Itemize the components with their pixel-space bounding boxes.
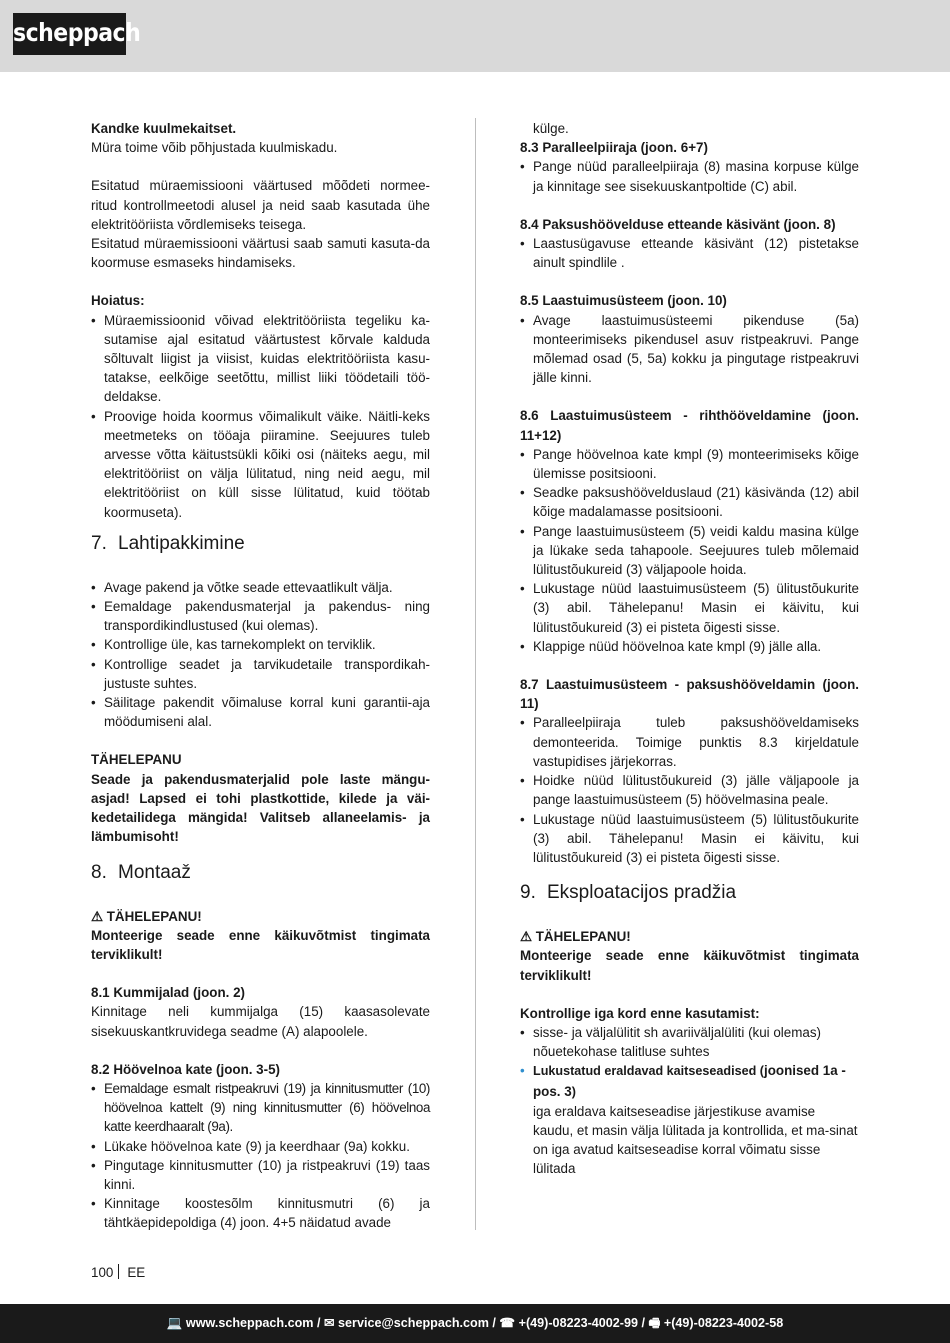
emission-paragraph-2: Esitatud müraemissiooni väärtusi saab samuti kasuta-da koormuse esmaseks hindamiseks.	[91, 236, 430, 271]
emission-paragraph-1: Esitatud müraemissiooni väärtused mõõdeti normee-ritud kontrollmeetodi alusel ja neid saab kasutada ühe elektritööriista võrdlemiseks teisega.	[91, 178, 430, 232]
section-8-7-list	[520, 713, 859, 867]
continued-text: külge.	[533, 121, 569, 136]
hearing-protection-text: Müra toime võib põhjustada kuulmiskadu.	[91, 140, 338, 156]
right-column	[520, 119, 859, 1179]
section-8-1-text: Kinnitage neli kummijalga (15) kaasasolevate sisekuuskantkruvidega seadme (A) alapoolele.	[91, 1004, 430, 1039]
section-8-6-list	[520, 445, 859, 656]
list-item: • Säilitage pakendit võimaluse korral kuni garantii-aja möödumiseni alal.	[91, 693, 430, 731]
list-item	[520, 1061, 859, 1178]
list-item: • Avage pakend ja võtke seade ettevaatlikult välja.	[91, 578, 430, 597]
column-divider	[475, 118, 476, 1230]
list-item: • Pange laastuimusüsteem (5) veidi kaldu masina külge ja lükake seda tahapoole. Seejuures tuleb mõlemaid lülitustõukureid (3) väljapoole hoida.	[520, 522, 859, 580]
page-number: 100 EE	[91, 1265, 146, 1280]
list-item: • Kontrollige seadet ja tarvikudetaile transpordikah-justuste suhtes.	[91, 655, 430, 693]
list-item: • Klappige nüüd höövelnoa kate kmpl (9) jälle alla.	[520, 637, 859, 656]
list-item: • Paralleelpiiraja tuleb paksushöövеldamiseks demonteerida. Toimige punktis 8.3 kirjeldatule vastupidises järjekorras.	[520, 713, 859, 771]
warning-list	[91, 311, 430, 522]
list-item: • Pange nüüd paralleelpiiraja (8) masina korpuse külge ja kinnitage see sisekuuskantpoltide (C) abil.	[520, 157, 859, 195]
scheppach-logo: scheppach	[13, 13, 126, 55]
list-item: • Lukustage nüüd laastuimusüsteem (5) lülitustõukurite (3) abil. Tähelepanu! Masin ei käivitu, kui lülitustõukureid (3) ei pisteta õigesti sisse.	[520, 810, 859, 868]
section-8-2-list	[91, 1079, 430, 1233]
section-8-4-list	[520, 234, 859, 272]
check-item-bold-lead: Lukustatud eraldavad kaitseseadised (	[533, 1064, 764, 1079]
page-header	[0, 0, 950, 72]
list-item: • sisse- ja väljalülitit sh avariiväljalüliti (kui olemas) nõuetekohase talitluse suhtes	[520, 1023, 859, 1061]
startup-warning-title: ⚠ TÄHELEPANU!	[520, 929, 631, 945]
list-item: • Pingutage kinnitusmutter (10) ja ristpeakruvi (19) taas kinni.	[91, 1156, 430, 1194]
list-item: • Lukustage nüüd laastuimusüsteem (5) ülitustõukurite (3) abil. Tähelepanu! Masin ei käivitu, kui lülitustõukureid (3) ei pisteta õigesti sisse.	[520, 579, 859, 637]
list-item: • Müraemissioonid võivad elektritööriista tegeliku ka-sutamise ajal esitatud väärtustest kõrvale kalduda sõltuvalt liigist ja viisist, kuidas elektritööriista kasu-tatakse, eelkõige seetõttu, millist liiki töödetaili töö-deldakse.	[91, 311, 430, 407]
list-item: • Pange höövelnoa kate kmpl (9) monteerimiseks kõige ülemisse positsiooni.	[520, 445, 859, 483]
section-8-heading: 8. Montaaž	[91, 861, 191, 883]
section-8-5-title: 8.5 Laastuimusüsteem (joon. 10)	[520, 293, 727, 309]
list-item: • Hoidke nüüd lülitustõukureid (3) jälle väljapoole ja pange laastuimusüsteem (5) höövelmasina peale.	[520, 771, 859, 809]
hearing-protection-title: Kandke kuulmekaitset.	[91, 121, 237, 136]
left-column	[91, 119, 430, 1233]
list-item: • Eemaldage esmalt ristpeakruvi (19) ja kinnitusmutter (10) höövelnoa kattelt (9) ning kinnitusmutter (6) höövelnoa katte keerdhaaralt (9a).	[91, 1079, 430, 1137]
list-item: • Kinnitage koostesõlm kinnitusmutri (6) ja tähtkäepidepoldiga (4) joon. 4+5 näidatud avade	[91, 1194, 430, 1232]
check-list	[520, 1023, 859, 1179]
contact-footer: 💻 www.scheppach.com / ✉ service@scheppach.com / ☎ +(49)-08223-4002-99 / 🖷 +(49)-08223-4002-58	[0, 1304, 950, 1343]
check-title: Kontrollige iga kord enne kasutamist:	[520, 1005, 760, 1021]
list-item: • Laastusügavuse etteande käsivänt (12) pistetakse ainult spindlile .	[520, 234, 859, 272]
list-item: • Avage laastuimusüsteemi pikenduse (5a) monteerimiseks pikendusel asuv ristpeakruvi. Pange mõlemad osad (5, 5a) kokku ja pingutage ristpeakruvi jälle kinni.	[520, 311, 859, 388]
section-8-4-title: 8.4 Paksushöövelduse etteande käsivänt (joon. 8)	[520, 216, 836, 232]
attention-title: TÄHELEPANU	[91, 752, 182, 768]
section-8-1-title: 8.1 Kummijalad (joon. 2)	[91, 985, 246, 1001]
list-item: • Proovige hoida koormus võimalikult väike. Näitli-keks meetmeteks on tööaja piiramine. Seejuures tuleb arvesse võtta käitustsükli kõiki osi (näiteks aegu, mil elektritööriist on välja lülitatud, ning neid aegu, mil elektritööriist on küll sisse lülitatud, kuid töötab koormuseta).	[91, 407, 430, 522]
section-8-3-list	[520, 157, 859, 195]
check-item-figure-ref: joonised 1a - pos. 3	[533, 1063, 846, 1099]
section-8-5-list	[520, 311, 859, 388]
attention-text: Seade ja pakendusmaterjalid pole laste mängu-asjad! Lapsed ei tohi plastkottide, kilede ja väi-kedetailidega mängida! Valitseb allaneelamis- ja lämbumisoht!	[91, 771, 430, 845]
section-9-heading: 9. Eksploatacijos pradžia	[520, 882, 737, 904]
section-7-heading: 7. Lahtipakkimine	[91, 532, 245, 554]
check-item-bold-end: )	[571, 1084, 576, 1099]
section-8-2-title: 8.2 Höövelnoa kate (joon. 3-5)	[91, 1061, 280, 1077]
unpacking-list	[91, 578, 430, 732]
list-item: • Lükake höövelnoa kate (9) ja keerdhaar (9a) kokku.	[91, 1137, 430, 1156]
list-item: • Eemaldage pakendusmaterjal ja pakendus- ning transpordikindlustused (kui olemas).	[91, 597, 430, 635]
assembly-warning-title: ⚠ TÄHELEPANU!	[91, 908, 202, 924]
section-8-3-title: 8.3 Paralleelpiiraja (joon. 6+7)	[520, 140, 708, 156]
list-item: • Kontrollige üle, kas tarnekomplekt on terviklik.	[91, 635, 430, 654]
section-8-7-title: 8.7 Laastuimusüsteem - paksushöövеldamin (joon. 11)	[520, 677, 859, 712]
check-item-text: iga eraldava kaitseseadise järjestikuse avamise kaudu, et masin välja lülitada ja kontrollida, et ma-sinat on iga avatud kaitseseadise korral võimatu sisse lülitada	[533, 1103, 858, 1177]
warning-title: Hoiatus:	[91, 293, 145, 309]
list-item: • Seadke paksushöövelduslaud (21) käsivända (12) abil kõige madalamasse positsiooni.	[520, 483, 859, 521]
startup-warning-text: Monteerige seade enne käikuvõtmist tingimata terviklikult!	[520, 948, 859, 983]
assembly-warning-text: Monteerige seade enne käikuvõtmist tingimata terviklikult!	[91, 927, 430, 962]
section-8-6-title: 8.6 Laastuimusüsteem - rihthöövеldamine (joon. 11+12)	[520, 408, 859, 443]
